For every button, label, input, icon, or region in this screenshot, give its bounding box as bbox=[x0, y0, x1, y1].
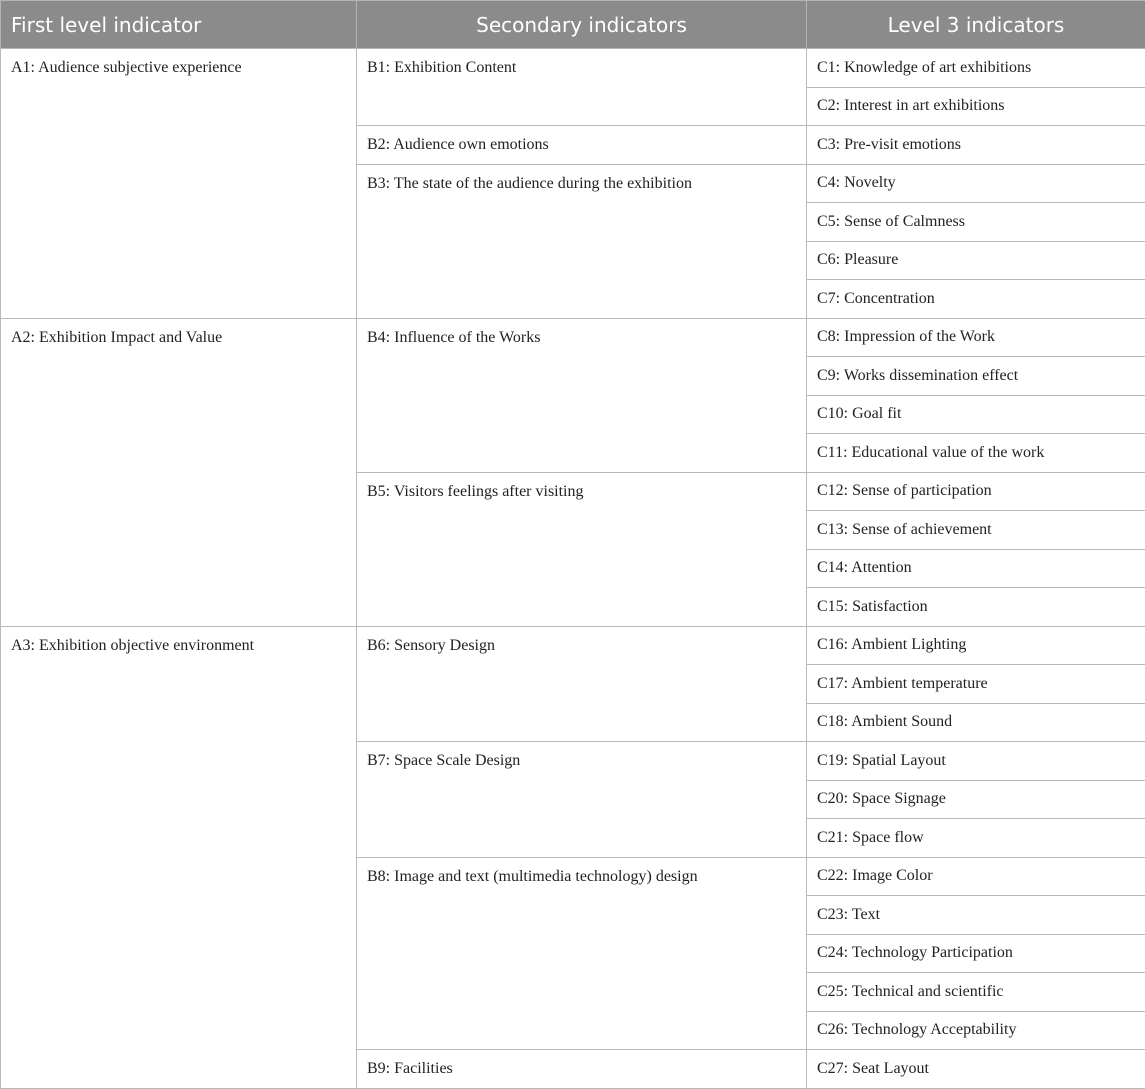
level3-cell: C17: Ambient temperature bbox=[807, 665, 1145, 704]
level3-cell: C19: Spatial Layout bbox=[807, 742, 1145, 781]
level3-cell: C12: Sense of participation bbox=[807, 472, 1145, 511]
level3-cell: C15: Satisfaction bbox=[807, 588, 1145, 627]
table-row bbox=[1, 318, 1145, 357]
level3-cell: C8: Impression of the Work bbox=[807, 318, 1145, 357]
level3-cell: C16: Ambient Lighting bbox=[807, 626, 1145, 665]
level3-cell: C5: Sense of Calmness bbox=[807, 203, 1145, 242]
secondary-cell: B9: Facilities bbox=[357, 1050, 807, 1089]
level3-cell: C11: Educational value of the work bbox=[807, 434, 1145, 473]
first-level-cell: A3: Exhibition objective environment bbox=[1, 626, 357, 1088]
level3-cell: C1: Knowledge of art exhibitions bbox=[807, 49, 1145, 88]
level3-cell: C20: Space Signage bbox=[807, 780, 1145, 819]
level3-cell: C18: Ambient Sound bbox=[807, 703, 1145, 742]
header-first-level: First level indicator bbox=[1, 1, 357, 49]
level3-cell: C2: Interest in art exhibitions bbox=[807, 87, 1145, 126]
secondary-cell: B2: Audience own emotions bbox=[357, 126, 807, 165]
level3-cell: C22: Image Color bbox=[807, 857, 1145, 896]
level3-cell: C21: Space flow bbox=[807, 819, 1145, 858]
level3-cell: C7: Concentration bbox=[807, 280, 1145, 319]
level3-cell: C4: Novelty bbox=[807, 164, 1145, 203]
header-row bbox=[1, 1, 1145, 49]
secondary-cell: B6: Sensory Design bbox=[357, 626, 807, 742]
header-secondary: Secondary indicators bbox=[357, 1, 807, 49]
level3-cell: C27: Seat Layout bbox=[807, 1050, 1145, 1089]
table-row bbox=[1, 49, 1145, 88]
first-level-cell: A1: Audience subjective experience bbox=[1, 49, 357, 319]
secondary-cell: B1: Exhibition Content bbox=[357, 49, 807, 126]
header-level3: Level 3 indicators bbox=[807, 1, 1145, 49]
level3-cell: C13: Sense of achievement bbox=[807, 511, 1145, 550]
secondary-cell: B3: The state of the audience during the exhibition bbox=[357, 164, 807, 318]
level3-cell: C6: Pleasure bbox=[807, 241, 1145, 280]
secondary-cell: B7: Space Scale Design bbox=[357, 742, 807, 858]
level3-cell: C26: Technology Acceptability bbox=[807, 1011, 1145, 1050]
level3-cell: C25: Technical and scientific bbox=[807, 973, 1145, 1012]
first-level-cell: A2: Exhibition Impact and Value bbox=[1, 318, 357, 626]
secondary-cell: B5: Visitors feelings after visiting bbox=[357, 472, 807, 626]
secondary-cell: B4: Influence of the Works bbox=[357, 318, 807, 472]
level3-cell: C10: Goal fit bbox=[807, 395, 1145, 434]
table-row bbox=[1, 626, 1145, 665]
level3-cell: C23: Text bbox=[807, 896, 1145, 935]
level3-cell: C24: Technology Participation bbox=[807, 934, 1145, 973]
level3-cell: C3: Pre-visit emotions bbox=[807, 126, 1145, 165]
level3-cell: C14: Attention bbox=[807, 549, 1145, 588]
level3-cell: C9: Works dissemination effect bbox=[807, 357, 1145, 396]
secondary-cell: B8: Image and text (multimedia technology) design bbox=[357, 857, 807, 1050]
